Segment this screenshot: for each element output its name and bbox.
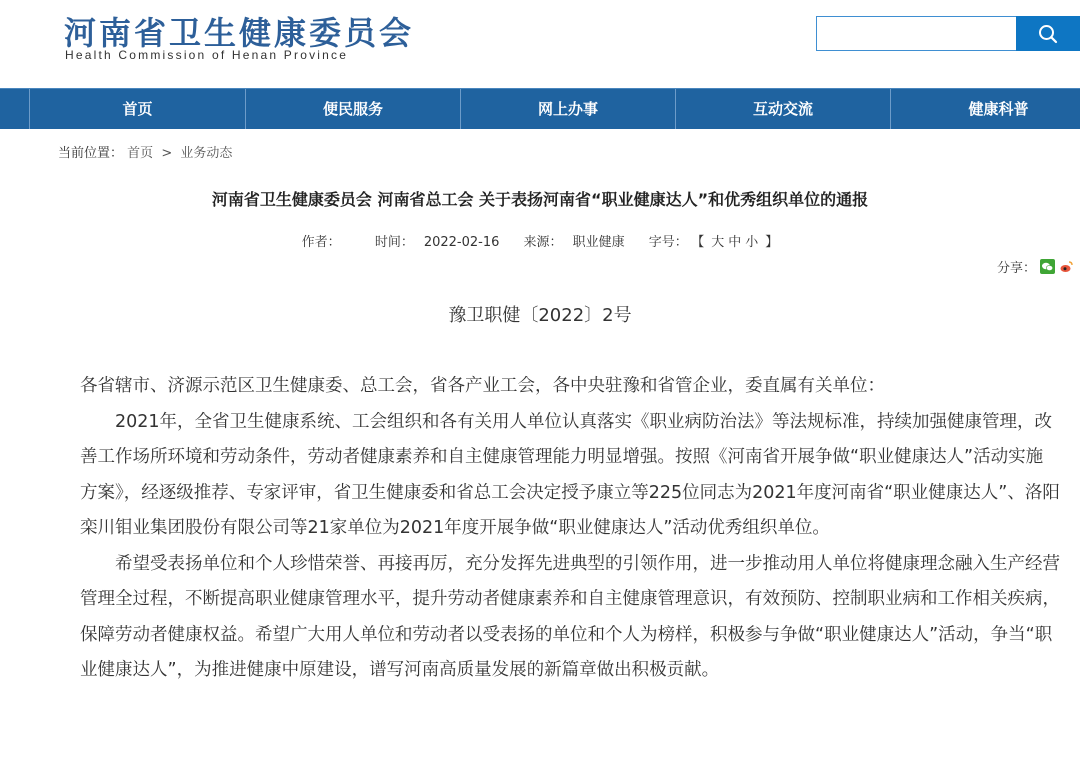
fontsize-medium[interactable]: 中 bbox=[728, 235, 742, 250]
article-salutation: 各省辖市、济源示范区卫生健康委、总工会，省各产业工会，各中央驻豫和省管企业，委直属有关单位： bbox=[80, 376, 885, 396]
breadcrumb-home-link[interactable]: 首页 bbox=[127, 146, 154, 161]
nav-item-health-science[interactable]: 健康科普 bbox=[890, 89, 1080, 129]
nav-item-online-affairs[interactable]: 网上办事 bbox=[460, 89, 675, 129]
article-meta bbox=[0, 231, 1080, 250]
fontsize-large[interactable]: 大 bbox=[711, 235, 725, 250]
nav-item-services[interactable]: 便民服务 bbox=[245, 89, 460, 129]
article-title: 河南省卫生健康委员会 河南省总工会 关于表扬河南省“职业健康达人”和优秀组织单位的通报 bbox=[211, 190, 869, 209]
author-label: 作者： bbox=[301, 235, 341, 250]
bracket-open: 【 bbox=[697, 235, 705, 250]
site-logo-cn[interactable]: 河南省卫生健康委员会 bbox=[64, 14, 415, 52]
main-nav bbox=[0, 88, 1080, 129]
article-paragraph: 2021年，全省卫生健康系统、工会组织和各有关用人单位认真落实《职业病防治法》等法规标准，持续加强健康管理，改善工作场所环境和劳动条件，劳动者健康素养和自主健康管理能力明显增强。按照《河南省开展争做“职业健康达人”活动实施方案》，经逐级推荐、专家评审，省卫生健康委和省总工会决定授予康立等225位同志为2021年度河南省“职业健康达人”、洛阳栾川钼业集团股份有限公司等21家单位为2021年度开展争做“职业健康达人”活动优秀组织单位。 bbox=[80, 411, 1060, 538]
breadcrumb-label: 当前位置： bbox=[58, 146, 124, 161]
time-value: 2022-02-16 bbox=[423, 235, 500, 250]
breadcrumb-separator: > bbox=[161, 146, 173, 161]
article-body bbox=[80, 369, 1060, 689]
search-icon bbox=[1038, 24, 1058, 44]
time-label: 时间： bbox=[374, 235, 414, 250]
site-header bbox=[0, 0, 1080, 88]
bracket-close: 】 bbox=[765, 235, 779, 250]
source-label: 来源： bbox=[523, 235, 563, 250]
fontsize-label: 字号： bbox=[648, 235, 688, 250]
article-paragraph: 希望受表扬单位和个人珍惜荣誉、再接再厉，充分发挥先进典型的引领作用，进一步推动用人单位将健康理念融入生产经营管理全过程，不断提高职业健康管理水平，提升劳动者健康素养和自主健康管理意识，有效预防、控制职业病和工作相关疾病，保障劳动者健康权益。希望广大用人单位和劳动者以受表扬的单位和个人为榜样，积极参与争做“职业健康达人”活动，争当“职业健康达人”，为推进健康中原建设，谱写河南高质量发展的新篇章做出积极贡献。 bbox=[80, 553, 1060, 680]
search-box bbox=[816, 16, 1080, 51]
share-label: 分享： bbox=[996, 261, 1036, 276]
source-value: 职业健康 bbox=[572, 235, 625, 250]
site-logo-en: Health Commission of Henan Province bbox=[65, 48, 349, 62]
share-bar bbox=[997, 257, 1074, 276]
breadcrumb bbox=[58, 142, 232, 161]
breadcrumb-current-link[interactable]: 业务动态 bbox=[180, 146, 233, 161]
weibo-icon[interactable] bbox=[1059, 259, 1074, 274]
nav-item-interaction[interactable]: 互动交流 bbox=[675, 89, 890, 129]
search-input[interactable] bbox=[816, 16, 1016, 51]
fontsize-small[interactable]: 小 bbox=[745, 235, 759, 250]
search-button[interactable] bbox=[1016, 16, 1080, 51]
wechat-icon[interactable] bbox=[1040, 259, 1055, 274]
nav-item-home[interactable]: 首页 bbox=[29, 89, 245, 129]
document-number: 豫卫职健〔2022〕2号 bbox=[448, 305, 632, 326]
